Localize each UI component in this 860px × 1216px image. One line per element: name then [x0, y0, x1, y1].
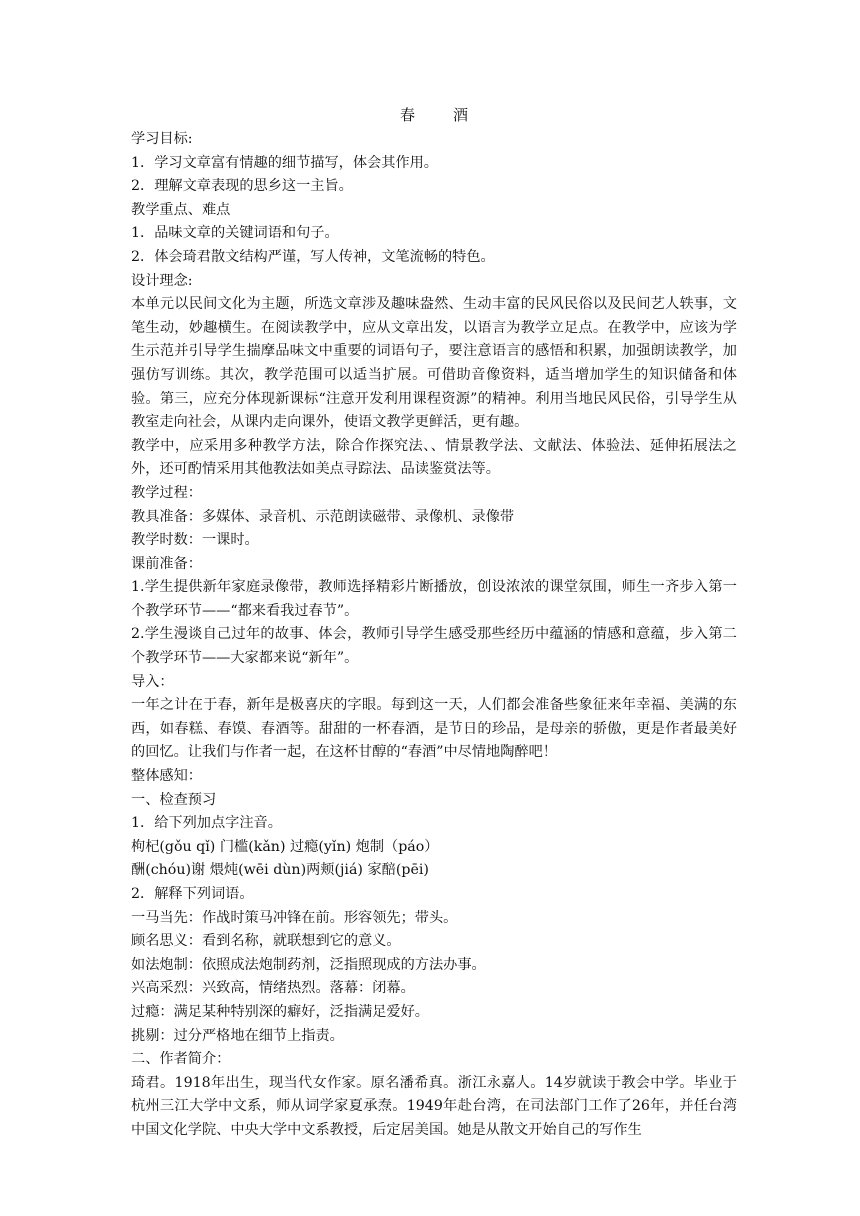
paragraph: 挑剔：过分严格地在细节上指责。	[131, 1027, 344, 1044]
document-body	[131, 128, 737, 1143]
paragraph: 酬(chóu)谢 煨炖(wēi dùn)两颊(jiá) 家醅(pēi)	[131, 862, 429, 879]
paragraph: 1.学生提供新年家庭录像带，教师选择精彩片断播放，创设浓浓的课堂氛围，师生一齐步入第一个教学环节——“都来看我过春节”。	[131, 579, 737, 619]
paragraph: 导入：	[131, 673, 174, 690]
paragraph: 教学过程：	[131, 484, 202, 501]
paragraph: 枸杞(gǒu qǐ) 门槛(kǎn) 过瘾(yǐn) 炮制（páo）	[131, 838, 439, 855]
paragraph: 教学时数：一课时。	[131, 532, 259, 549]
paragraph: 本单元以民间文化为主题，所选文章涉及趣味盎然、生动丰富的民风民俗以及民间艺人轶事，文笔生动，妙趣横生。在阅读教学中，应从文章出发，以语言为教学立足点。在教学中，应该为学生示范并引导学生揣摩品味文中重要的词语句子，要注意语言的感悟和积累，加强朗读教学，加强仿写训练。其次，教学范围可以适当扩展。可借助音像资料，适当增加学生的知识储备和体验。第三，应充分体现新课标“注意开发利用课程资源”的精神。利用当地民风民俗，引导学生从教室走向社会，从课内走向课外，使语文教学更鲜活，更有趣。	[131, 296, 737, 431]
paragraph: 1．学习文章富有情趣的细节描写，体会其作用。	[131, 154, 438, 171]
paragraph: 一马当先：作战时策马冲锋在前。形容领先；带头。	[131, 909, 458, 926]
paragraph: 二、作者简介：	[131, 1051, 231, 1068]
paragraph: 琦君。1918年出生，现当代女作家。原名潘希真。浙江永嘉人。14岁就读于教会中学。毕业于杭州三江大学中文系，师从词学家夏承焘。1949年赴台湾，在司法部门工作了26年，并任台湾中国文化学院、中央大学中文系教授，后定居美国。她是从散文开始自己的写作生	[131, 1074, 737, 1138]
paragraph: 2．理解文章表现的思乡这一主旨。	[131, 178, 353, 195]
paragraph: 课前准备：	[131, 555, 202, 572]
paragraph: 学习目标:	[131, 131, 193, 147]
paragraph: 教具准备：多媒体、录音机、示范朗读磁带、录像机、录像带	[131, 508, 515, 525]
paragraph: 过瘾：满足某种特别深的癖好，泛指满足爱好。	[131, 1003, 429, 1020]
document-title	[131, 102, 737, 128]
paragraph: 教学重点、难点	[131, 201, 231, 218]
paragraph: 一年之计在于春，新年是极喜庆的字眼。每到这一天，人们都会准备些象征来年幸福、美满的东西，如春糕、春馍、春酒等。甜甜的一杯春酒，是节日的珍品，是母亲的骄傲，更是作者最美好的回忆。让我们与作者一起，在这杯甘醇的“春酒”中尽情地陶醉吧！	[131, 697, 737, 761]
paragraph: 1．给下列加点字注音。	[131, 815, 282, 832]
title-char-1: 春	[399, 106, 415, 124]
document-page	[131, 102, 737, 1143]
paragraph: 一、检查预习	[131, 791, 217, 808]
paragraph: 2．体会琦君散文结构严谨，写人传神，文笔流畅的特色。	[131, 248, 495, 265]
paragraph: 整体感知：	[131, 768, 202, 785]
paragraph: 2．解释下列词语。	[131, 886, 254, 902]
paragraph: 如法炮制：依照成法炮制药剂，泛指照现成的方法办事。	[131, 956, 486, 973]
paragraph: 设计理念:	[131, 272, 193, 289]
title-char-2: 酒	[453, 106, 469, 124]
paragraph: 2.学生漫谈自己过年的故事、体会，教师引导学生感受那些经历中蕴涵的情感和意蕴，步入第二个教学环节——大家都来说“新年”。	[131, 626, 737, 667]
paragraph: 顾名思义：看到名称，就联想到它的意义。	[131, 933, 401, 950]
paragraph: 兴高采烈：兴致高，情绪热烈。落幕：闭幕。	[131, 980, 415, 997]
paragraph: 1．品味文章的关键词语和句子。	[131, 225, 339, 242]
paragraph: 教学中，应采用多种教学方法，除合作探究法、、情景教学法、文献法、体验法、延伸拓展法之外，还可酌情采用其他教法如美点寻踪法、品读鉴赏法等。	[131, 437, 737, 478]
